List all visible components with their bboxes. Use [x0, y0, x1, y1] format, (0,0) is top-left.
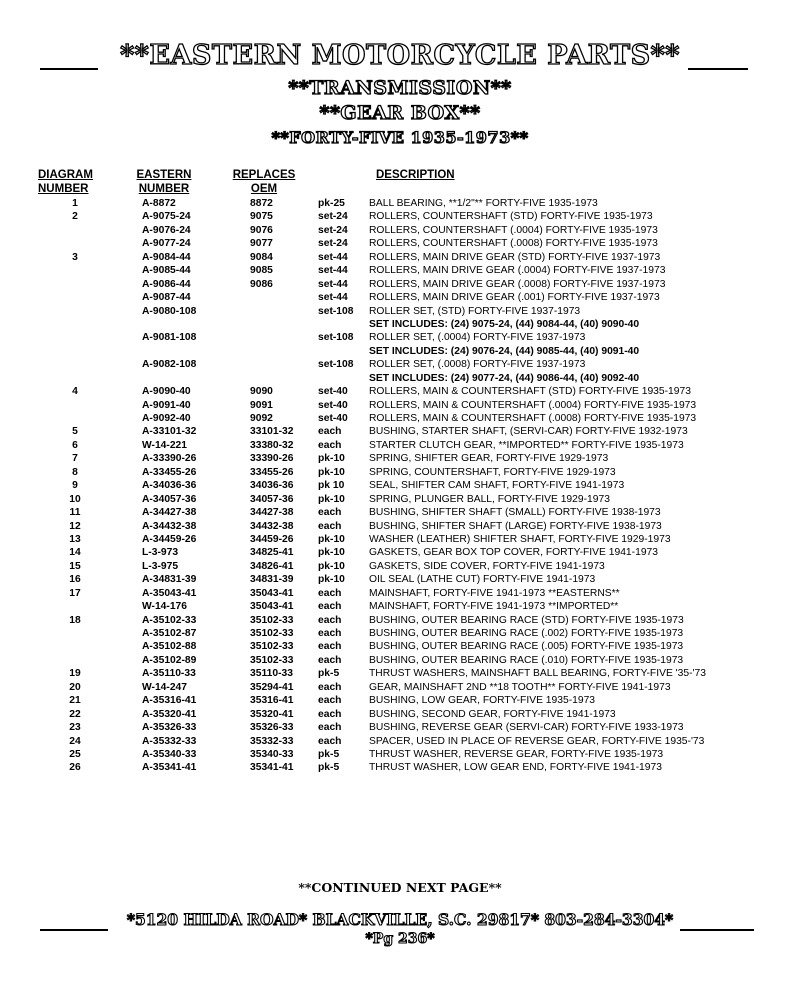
oem-number: 35043-41	[250, 587, 294, 599]
pack-quantity: each	[318, 520, 342, 532]
description: BUSHING, SHIFTER SHAFT (SMALL) FORTY-FIVE 1938-1973	[369, 507, 661, 519]
description: ROLLER SET, (.0008) FORTY-FIVE 1937-1973	[369, 359, 586, 371]
eastern-number: A-9081-108	[142, 332, 197, 344]
table-row	[0, 614, 800, 627]
table-row	[0, 466, 800, 479]
footer-address: *5120 HILDA ROAD* BLACKVILLE, S.C. 29817* 803-284-3304*	[126, 910, 674, 929]
oem-number: 9076	[250, 224, 273, 236]
column-header-replaces-line2: OEM	[250, 183, 278, 195]
oem-number: 9085	[250, 265, 273, 277]
subsection-title: **GEAR BOX**	[319, 102, 481, 124]
eastern-number: A-35326-33	[142, 722, 197, 734]
description: THRUST WASHERS, MAINSHAFT BALL BEARING, FORTY-FIVE '35-'73	[369, 668, 706, 680]
pack-quantity: set-40	[318, 386, 348, 398]
table-row	[0, 237, 800, 250]
table-row	[0, 358, 800, 371]
pack-quantity: pk-10	[318, 466, 345, 478]
table-row	[0, 667, 800, 680]
oem-number: 35294-41	[250, 681, 294, 693]
oem-number: 34036-36	[250, 480, 294, 492]
eastern-number: A-34036-36	[142, 480, 197, 492]
continued-note: **CONTINUED NEXT PAGE**	[298, 880, 502, 895]
oem-number: 35332-33	[250, 735, 294, 747]
eastern-number: L-3-973	[142, 547, 179, 559]
oem-number: 33380-32	[250, 439, 294, 451]
table-row	[0, 748, 800, 761]
diagram-number: 15	[69, 560, 81, 572]
column-header-description-label: DESCRIPTION	[376, 169, 455, 181]
pack-quantity: each	[318, 735, 342, 747]
eastern-number: A-9075-24	[142, 211, 191, 223]
pack-quantity: each	[318, 587, 342, 599]
column-header-eastern-line1: EASTERN	[136, 169, 192, 181]
table-row	[0, 399, 800, 412]
eastern-number: A-35102-87	[142, 628, 197, 639]
column-header-diagram-line1: DIAGRAM	[38, 169, 93, 181]
diagram-number: 8	[72, 466, 78, 478]
pack-quantity: each	[318, 708, 342, 720]
table-row	[0, 385, 800, 398]
description: ROLLER SET, (.0004) FORTY-FIVE 1937-1973	[369, 332, 586, 344]
oem-number: 35320-41	[250, 708, 294, 720]
table-row	[0, 264, 800, 277]
description: STARTER CLUTCH GEAR, **IMPORTED** FORTY-FIVE 1935-1973	[369, 439, 684, 451]
table-row	[0, 640, 800, 653]
oem-number: 35110-33	[250, 668, 293, 680]
table-row	[0, 681, 800, 694]
oem-number: 9092	[250, 413, 273, 424]
table-row	[0, 452, 800, 465]
pack-quantity: set-108	[318, 332, 354, 344]
description: ROLLERS, MAIN DRIVE GEAR (STD) FORTY-FIVE 1937-1973	[369, 251, 661, 263]
description: BUSHING, SHIFTER SHAFT (LARGE) FORTY-FIVE 1938-1973	[369, 520, 662, 532]
diagram-number: 18	[69, 614, 81, 626]
pack-quantity: pk-10	[318, 533, 345, 545]
eastern-number: A-35320-41	[142, 708, 197, 720]
oem-number: 34427-38	[250, 507, 294, 519]
table-row	[0, 506, 800, 519]
description: ROLLERS, MAIN DRIVE GEAR (.0004) FORTY-FIVE 1937-1973	[369, 265, 666, 277]
description: BUSHING, OUTER BEARING RACE (.002) FORTY-FIVE 1935-1973	[369, 628, 684, 639]
description: SPACER, USED IN PLACE OF REVERSE GEAR, FORTY-FIVE 1935-'73	[369, 735, 705, 747]
table-row	[0, 520, 800, 533]
description: MAINSHAFT, FORTY-FIVE 1941-1973 **IMPORTED**	[369, 601, 619, 613]
diagram-number: 3	[72, 251, 78, 263]
pack-quantity: set-40	[318, 413, 348, 424]
table-row	[0, 278, 800, 291]
column-header-diagram	[38, 168, 104, 196]
pack-quantity: each	[318, 654, 342, 666]
pack-quantity: pk-5	[318, 762, 340, 774]
description: ROLLERS, MAIN & COUNTERSHAFT (.0004) FORTY-FIVE 1935-1973	[369, 399, 697, 411]
eastern-number: A-34057-36	[142, 493, 197, 505]
description: ROLLERS, MAIN DRIVE GEAR (.001) FORTY-FIVE 1937-1973	[369, 292, 660, 304]
column-header-replaces	[226, 168, 302, 196]
eastern-number: A-35110-33	[142, 668, 196, 680]
oem-number: 8872	[250, 198, 273, 209]
description: BUSHING, REVERSE GEAR (SERVI-CAR) FORTY-FIVE 1933-1973	[369, 722, 684, 734]
table-row	[0, 251, 800, 264]
pack-quantity: each	[318, 695, 342, 707]
table-row	[0, 560, 800, 573]
diagram-number: 13	[69, 533, 81, 545]
table-row	[0, 291, 800, 304]
table-row	[0, 600, 800, 613]
model-title: **FORTY-FIVE 1935-1973**	[271, 128, 529, 147]
diagram-number: 23	[69, 722, 81, 734]
eastern-number: A-33455-26	[142, 466, 197, 478]
diagram-number: 4	[72, 386, 78, 398]
diagram-number: 26	[69, 762, 81, 774]
diagram-number: 14	[69, 547, 81, 559]
oem-number: 35326-33	[250, 722, 294, 734]
eastern-number: A-35332-33	[142, 735, 197, 747]
column-header-description	[376, 168, 486, 182]
eastern-number: W-14-247	[142, 681, 188, 693]
column-header-replaces-line1: REPLACES	[232, 169, 296, 181]
table-row	[0, 412, 800, 425]
eastern-number: A-34427-38	[142, 507, 197, 519]
oem-number: 34459-26	[250, 533, 294, 545]
description: ROLLERS, MAIN & COUNTERSHAFT (STD) FORTY-FIVE 1935-1973	[369, 386, 691, 398]
pack-quantity: pk-10	[318, 574, 345, 586]
pack-quantity: each	[318, 426, 342, 438]
eastern-number: A-9090-40	[142, 386, 191, 398]
oem-number: 34826-41	[250, 560, 294, 572]
pack-quantity: pk-10	[318, 453, 345, 465]
diagram-number: 6	[72, 439, 78, 451]
pack-quantity: pk-5	[318, 668, 340, 680]
table-row	[0, 708, 800, 721]
eastern-number: A-9091-40	[142, 399, 191, 411]
oem-number: 9075	[250, 211, 273, 223]
set-includes-note	[0, 318, 800, 331]
eastern-number: A-35102-88	[142, 641, 197, 653]
pack-quantity: each	[318, 681, 342, 693]
oem-number: 35340-33	[250, 748, 294, 760]
eastern-number: A-9084-44	[142, 251, 191, 263]
description: ROLLERS, COUNTERSHAFT (.0004) FORTY-FIVE 1935-1973	[369, 224, 658, 236]
pack-quantity: pk-10	[318, 493, 345, 505]
pack-quantity: set-108	[318, 305, 354, 317]
description: BUSHING, OUTER BEARING RACE (.005) FORTY-FIVE 1935-1973	[369, 641, 684, 653]
eastern-number: A-35316-41	[142, 695, 197, 707]
oem-number: 35043-41	[250, 601, 294, 613]
pack-quantity: pk-10	[318, 547, 345, 559]
eastern-number: A-33101-32	[142, 426, 197, 438]
pack-quantity: each	[318, 601, 342, 613]
eastern-number: A-35340-33	[142, 748, 197, 760]
diagram-number: 17	[69, 587, 81, 599]
eastern-number: W-14-221	[142, 439, 188, 451]
description: SPRING, COUNTERSHAFT, FORTY-FIVE 1929-1973	[369, 466, 616, 478]
description: BUSHING, OUTER BEARING RACE (.010) FORTY-FIVE 1935-1973	[369, 654, 684, 666]
table-row	[0, 721, 800, 734]
description: WASHER (LEATHER) SHIFTER SHAFT, FORTY-FIVE 1929-1973	[369, 533, 671, 545]
pack-quantity: set-24	[318, 211, 348, 223]
oem-number: 35102-33	[250, 654, 294, 666]
eastern-number: A-34831-39	[142, 574, 197, 586]
pack-quantity: pk-5	[318, 748, 340, 760]
pack-quantity: each	[318, 507, 342, 519]
description: GASKETS, SIDE COVER, FORTY-FIVE 1941-1973	[369, 560, 605, 572]
diagram-number: 21	[69, 695, 81, 707]
eastern-number: W-14-176	[142, 601, 188, 613]
oem-number: 35316-41	[250, 695, 294, 707]
table-row	[0, 761, 800, 774]
description: SPRING, PLUNGER BALL, FORTY-FIVE 1929-1973	[369, 493, 610, 505]
oem-number: 9084	[250, 251, 273, 263]
description: ROLLERS, MAIN DRIVE GEAR (.0008) FORTY-FIVE 1937-1973	[369, 278, 666, 290]
description: ROLLERS, COUNTERSHAFT (.0008) FORTY-FIVE 1935-1973	[369, 238, 658, 250]
table-row	[0, 627, 800, 640]
set-includes-note	[0, 345, 800, 358]
oem-number: 34825-41	[250, 547, 294, 559]
eastern-number: A-9085-44	[142, 265, 191, 277]
oem-number: 34057-36	[250, 493, 294, 505]
description: BUSHING, LOW GEAR, FORTY-FIVE 1935-1973	[369, 695, 596, 707]
diagram-number: 5	[72, 426, 78, 438]
pack-quantity: set-44	[318, 265, 348, 277]
table-row	[0, 197, 800, 210]
pack-quantity: each	[318, 628, 342, 639]
diagram-number: 22	[69, 708, 81, 720]
eastern-number: A-34432-38	[142, 520, 197, 532]
eastern-number: A-35102-33	[142, 614, 197, 626]
pack-quantity: set-24	[318, 224, 348, 236]
table-row	[0, 694, 800, 707]
eastern-number: A-33390-26	[142, 453, 197, 465]
eastern-number: A-34459-26	[142, 533, 197, 545]
description: SET INCLUDES: (24) 9076-24, (44) 9085-44, (40) 9091-40	[369, 345, 640, 357]
eastern-number: A-9086-44	[142, 278, 191, 290]
eastern-number: A-35043-41	[142, 587, 197, 599]
oem-number: 9086	[250, 278, 273, 290]
column-header-diagram-line2: NUMBER	[38, 183, 89, 195]
description: BUSHING, STARTER SHAFT, (SERVI-CAR) FORTY-FIVE 1932-1973	[369, 426, 688, 438]
description: THRUST WASHER, REVERSE GEAR, FORTY-FIVE 1935-1973	[369, 748, 664, 760]
pack-quantity: set-44	[318, 251, 348, 263]
table-row	[0, 439, 800, 452]
section-title: **TRANSMISSION**	[288, 77, 512, 99]
description: MAINSHAFT, FORTY-FIVE 1941-1973 **EASTERNS**	[369, 587, 620, 599]
table-row	[0, 305, 800, 318]
table-row	[0, 735, 800, 748]
set-includes-note	[0, 372, 800, 385]
description: ROLLER SET, (STD) FORTY-FIVE 1937-1973	[369, 305, 581, 317]
description: ROLLERS, COUNTERSHAFT (STD) FORTY-FIVE 1935-1973	[369, 211, 653, 223]
oem-number: 33101-32	[250, 426, 294, 438]
eastern-number: A-9076-24	[142, 224, 191, 236]
diagram-number: 9	[72, 480, 78, 492]
pack-quantity: pk 10	[318, 480, 345, 492]
description: SET INCLUDES: (24) 9077-24, (44) 9086-44, (40) 9092-40	[369, 372, 640, 384]
oem-number: 33390-26	[250, 453, 294, 465]
eastern-number: A-35341-41	[142, 762, 197, 774]
eastern-number: A-9092-40	[142, 413, 191, 424]
oem-number: 35102-33	[250, 614, 294, 626]
description: SPRING, SHIFTER GEAR, FORTY-FIVE 1929-1973	[369, 453, 609, 465]
description: BALL BEARING, **1/2"** FORTY-FIVE 1935-1973	[369, 198, 598, 209]
diagram-number: 24	[69, 735, 81, 747]
eastern-number: A-9077-24	[142, 238, 191, 250]
parts-table	[0, 197, 800, 775]
oem-number: 9090	[250, 386, 273, 398]
page-number: *Pg 236*	[365, 931, 435, 947]
table-row	[0, 331, 800, 344]
diagram-number: 10	[69, 493, 81, 505]
description: THRUST WASHER, LOW GEAR END, FORTY-FIVE 1941-1973	[369, 762, 662, 774]
description: OIL SEAL (LATHE CUT) FORTY-FIVE 1941-1973	[369, 574, 596, 586]
pack-quantity: set-44	[318, 278, 348, 290]
company-title: **EASTERN MOTORCYCLE PARTS**	[120, 40, 680, 71]
pack-quantity: set-108	[318, 359, 354, 371]
description: BUSHING, SECOND GEAR, FORTY-FIVE 1941-1973	[369, 708, 616, 720]
table-row	[0, 210, 800, 223]
oem-number: 35102-33	[250, 641, 294, 653]
diagram-number: 20	[69, 681, 81, 693]
eastern-number: L-3-975	[142, 560, 179, 572]
diagram-number: 7	[72, 453, 78, 465]
diagram-number: 19	[69, 668, 81, 680]
oem-number: 35102-33	[250, 628, 294, 639]
table-row	[0, 479, 800, 492]
oem-number: 35341-41	[250, 762, 294, 774]
pack-quantity: set-44	[318, 292, 348, 304]
pack-quantity: set-24	[318, 238, 348, 250]
pack-quantity: each	[318, 439, 342, 451]
description: GASKETS, GEAR BOX TOP COVER, FORTY-FIVE 1941-1973	[369, 547, 658, 559]
table-row	[0, 654, 800, 667]
diagram-number: 2	[72, 211, 78, 223]
description: GEAR, MAINSHAFT 2ND **18 TOOTH** FORTY-FIVE 1941-1973	[369, 681, 671, 693]
diagram-number: 11	[69, 507, 81, 519]
pack-quantity: each	[318, 722, 342, 734]
table-row	[0, 425, 800, 438]
oem-number: 34432-38	[250, 520, 294, 532]
table-row	[0, 533, 800, 546]
pack-quantity: set-40	[318, 399, 348, 411]
pack-quantity: each	[318, 614, 342, 626]
oem-number: 34831-39	[250, 574, 294, 586]
pack-quantity: pk-10	[318, 560, 345, 572]
description: BUSHING, OUTER BEARING RACE (STD) FORTY-FIVE 1935-1973	[369, 614, 684, 626]
pack-quantity: pk-25	[318, 198, 345, 209]
table-row	[0, 546, 800, 559]
diagram-number: 16	[69, 574, 81, 586]
table-row	[0, 224, 800, 237]
table-row	[0, 573, 800, 586]
column-header-eastern	[128, 168, 200, 196]
description: SEAL, SHIFTER CAM SHAFT, FORTY-FIVE 1941-1973	[369, 480, 625, 492]
eastern-number: A-8872	[142, 198, 176, 209]
description: SET INCLUDES: (24) 9075-24, (44) 9084-44, (40) 9090-40	[369, 318, 640, 330]
oem-number: 9091	[250, 399, 273, 411]
description: ROLLERS, MAIN & COUNTERSHAFT (.0008) FORTY-FIVE 1935-1973	[369, 413, 697, 424]
table-row	[0, 493, 800, 506]
eastern-number: A-9080-108	[142, 305, 197, 317]
eastern-number: A-9087-44	[142, 292, 191, 304]
oem-number: 9077	[250, 238, 273, 250]
eastern-number: A-9082-108	[142, 359, 197, 371]
eastern-number: A-35102-89	[142, 654, 197, 666]
diagram-number: 25	[69, 748, 81, 760]
table-row	[0, 587, 800, 600]
diagram-number: 1	[72, 198, 78, 209]
column-header-eastern-line2: NUMBER	[138, 183, 190, 195]
pack-quantity: each	[318, 641, 342, 653]
diagram-number: 12	[69, 520, 81, 532]
oem-number: 33455-26	[250, 466, 294, 478]
